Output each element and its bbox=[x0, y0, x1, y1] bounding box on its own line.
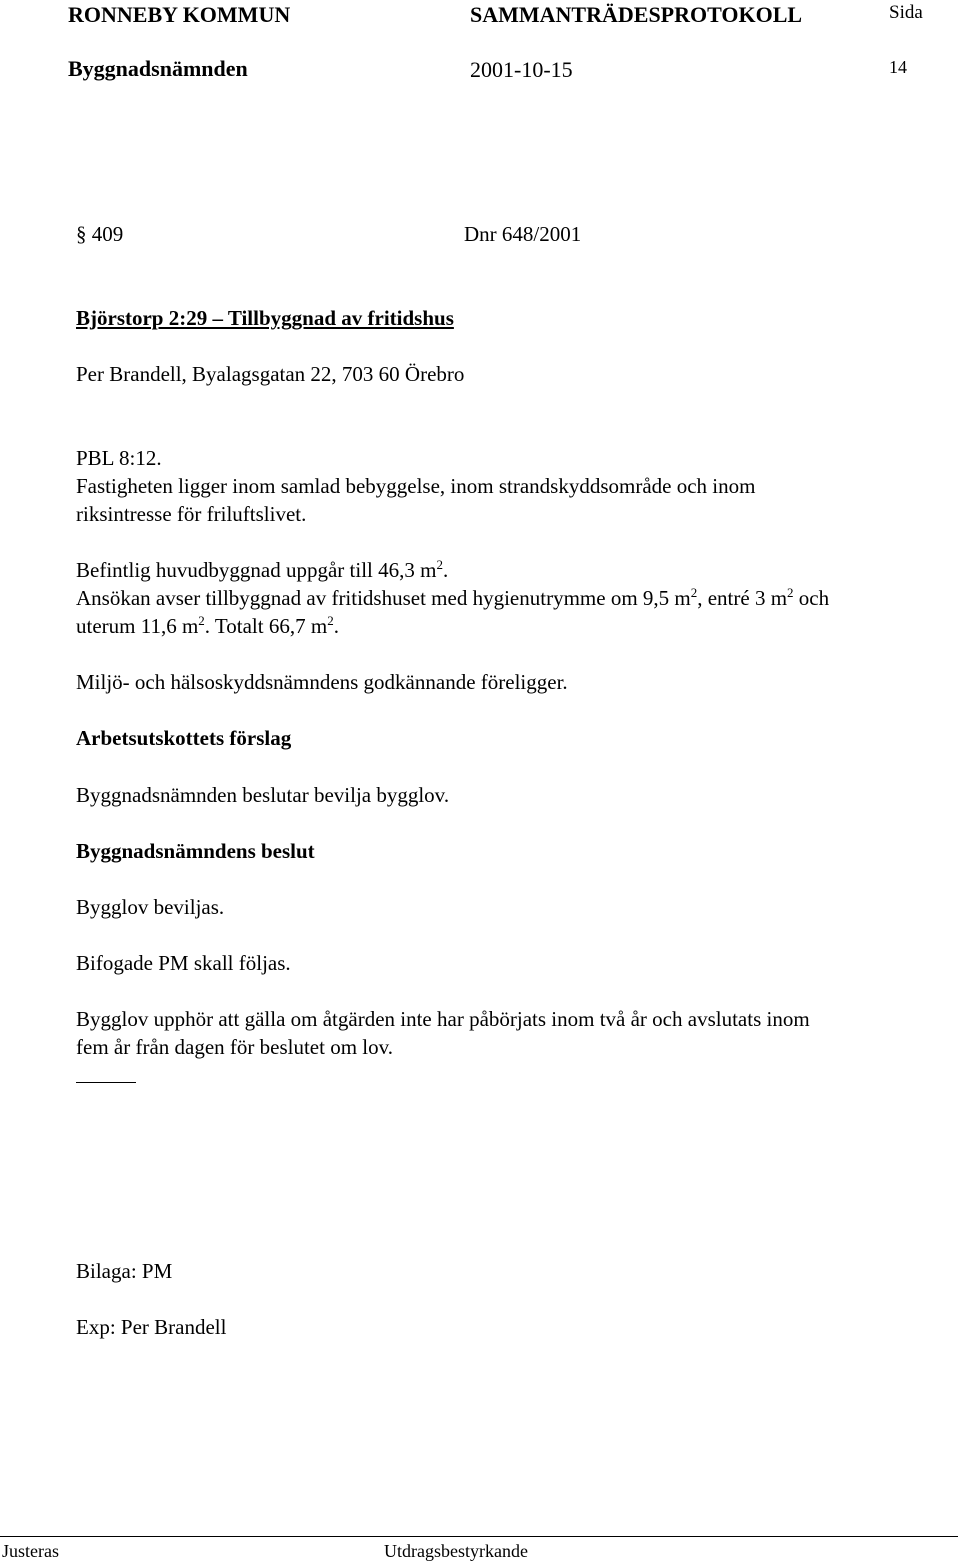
committee-name: Byggnadsnämnden bbox=[68, 56, 248, 81]
document-type: SAMMANTRÄDESPROTOKOLL bbox=[470, 2, 803, 27]
meeting-date: 2001-10-15 bbox=[470, 57, 573, 82]
proposal-text: Byggnadsnämnden beslutar bevilja bygglov. bbox=[76, 783, 450, 807]
section-sign: § bbox=[76, 222, 87, 246]
footer-utdragsbestyrkande: Utdragsbestyrkande bbox=[384, 1541, 528, 1561]
footer-divider bbox=[0, 1536, 958, 1537]
section-end-rule bbox=[76, 1082, 136, 1083]
decision-validity-line-2: fem år från dagen för beslutet om lov. bbox=[76, 1035, 394, 1059]
existing-building-area: Befintlig huvudbyggnad uppgår till 46,3 $m^2$. bbox=[76, 557, 449, 582]
organization-name: RONNEBY KOMMUN bbox=[68, 2, 291, 27]
pbl-reference: PBL 8:12. bbox=[76, 446, 162, 470]
application-line-2: uterum 11,6 $m^2$. Totalt 66,7 $m^2$. bbox=[76, 613, 339, 638]
page-label: Sida bbox=[889, 2, 923, 23]
proposal-heading: Arbetsutskottets förslag bbox=[76, 726, 292, 750]
property-description-line-1: Fastigheten ligger inom samlad bebyggelse, inom strandskyddsområde och inom bbox=[76, 474, 756, 498]
dispatch: Exp: Per Brandell bbox=[76, 1315, 227, 1339]
footer-justeras: Justeras bbox=[2, 1541, 59, 1561]
page-number: 14 bbox=[889, 57, 907, 77]
property-description-line-2: riksintresse för friluftslivet. bbox=[76, 502, 307, 526]
environmental-approval: Miljö- och hälsoskyddsnämndens godkännande föreligger. bbox=[76, 670, 568, 694]
diary-number: Dnr 648/2001 bbox=[464, 222, 582, 246]
case-title: Björstorp 2:29 – Tillbyggnad av fritidshus bbox=[76, 306, 454, 330]
decision-validity-line-1: Bygglov upphör att gälla om åtgärden inte har påbörjats inom två år och avslutats inom bbox=[76, 1007, 810, 1031]
applicant: Per Brandell, Byalagsgatan 22, 703 60 Örebro bbox=[76, 362, 465, 386]
decision-heading: Byggnadsnämndens beslut bbox=[76, 839, 315, 863]
paragraph-heading bbox=[76, 220, 123, 248]
attachment: Bilaga: PM bbox=[76, 1259, 173, 1283]
application-line-1: Ansökan avser tillbyggnad av fritidshuset med hygienutrymme om 9,5 $m^2$, entré 3 $m^2$ och bbox=[76, 585, 830, 610]
decision-memo: Bifogade PM skall följas. bbox=[76, 951, 291, 975]
decision-permit-granted: Bygglov beviljas. bbox=[76, 895, 225, 919]
paragraph-number: 409 bbox=[91, 222, 124, 246]
